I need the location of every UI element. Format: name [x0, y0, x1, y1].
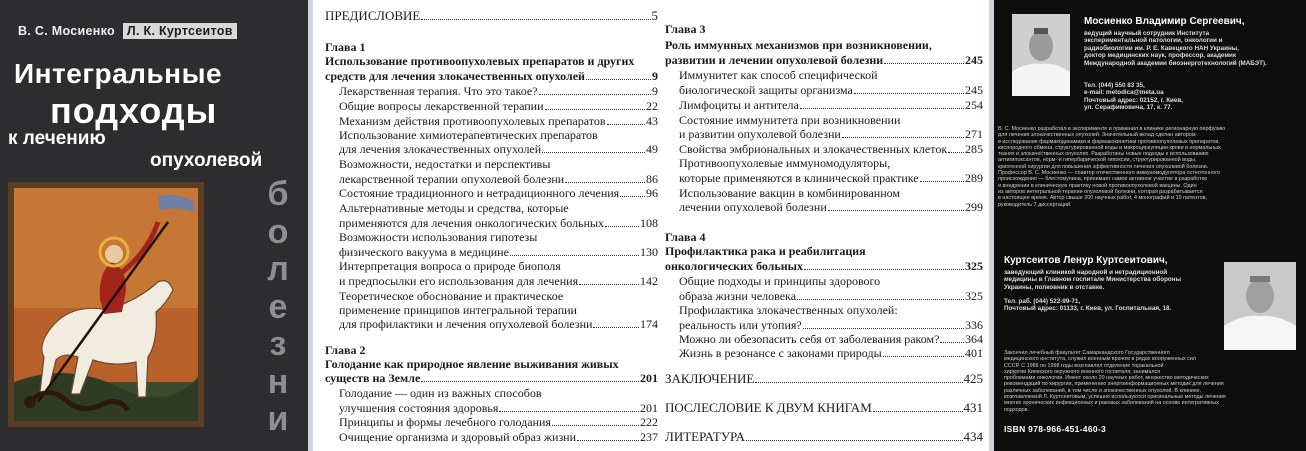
- contents-entry: [339, 317, 658, 331]
- dot-leader: [593, 317, 639, 328]
- contents-entry: [339, 201, 658, 215]
- contents-entry: [679, 274, 983, 288]
- contents-entry-label: Механизм действия противоопухолевых препаратов: [339, 114, 606, 128]
- text-line: медицинского института, служил военным врачом в рядах вооруженных сил: [1004, 356, 1197, 363]
- contents-entry: [339, 274, 658, 288]
- contents-entry-page: 299: [965, 200, 983, 214]
- contents-entry-page: 434: [963, 429, 983, 444]
- dot-leader: [499, 401, 639, 412]
- contents-entry-label: и предпосылки его использования для лечения: [339, 274, 579, 288]
- text-line: для лечения злокачественных опухолей. Значительный вклад сделан автором: [998, 132, 1196, 139]
- text-line: антигипоксантов, норм- и гипербарической гипоксии, структурированной воды,: [998, 157, 1197, 164]
- contents-entry-label: Профилактика злокачественных опухолей:: [679, 303, 898, 317]
- cover-vertical-word: [256, 176, 300, 439]
- dot-leader: [620, 186, 645, 197]
- contents-entry-label: Глава 2: [325, 343, 366, 357]
- contents-entry: [339, 386, 658, 400]
- contents-entry-page: 425: [963, 371, 983, 386]
- text-line: экспериментальной патологии, онкологии и: [1084, 37, 1223, 45]
- contents-entry: [339, 84, 658, 98]
- contents-entry: [339, 186, 658, 200]
- contents-entry: [679, 127, 983, 141]
- contents-entry: [339, 430, 658, 444]
- contents-entry: [665, 53, 983, 67]
- contents-entry: [339, 157, 658, 171]
- text-line: Украины, полковник в отставке.: [1004, 283, 1105, 291]
- contents-entry-label: физического вакуума в медицине: [339, 245, 509, 259]
- cover-title-line-4: опухолевой: [150, 150, 263, 171]
- text-line: многих хронических инфекционных и раковых заболеваний на основе интегративных: [1004, 400, 1219, 407]
- contents-entry: [339, 401, 658, 415]
- contents-entry-label: Глава 4: [665, 230, 706, 244]
- contents-entry-label: Использование химиотерапевтических препаратов: [339, 128, 598, 142]
- dot-leader: [746, 430, 963, 441]
- contents-entry-label: для профилактики и лечения опухолевой болезни: [339, 317, 593, 331]
- dot-leader: [797, 289, 964, 300]
- contents-entry-page: 108: [640, 216, 658, 230]
- contents-entry: [665, 259, 983, 273]
- back-author-2-name: Куртсеитов Ленур Куртсеитович,: [1004, 255, 1168, 266]
- contents-entry-page: 86: [646, 172, 658, 186]
- isbn: ISBN 978-966-451-460-3: [1004, 424, 1107, 434]
- text-line: проблемами онкологии. Имеет около 20 научных работ, множество методических: [1004, 375, 1209, 382]
- text-line: рекомендаций по хирургии, применению энергоинформационных методик для лечения: [1004, 381, 1224, 388]
- contents-entry-label: Лимфоциты и антитела: [679, 98, 799, 112]
- contents-entry: [325, 343, 658, 357]
- front-cover: [0, 0, 308, 451]
- contents-entry-label: Возможности, недостатки и перспективы: [339, 157, 551, 171]
- contents-entry-page: 254: [965, 98, 983, 112]
- contents-entry-label: и развитии опухолевой болезни: [679, 127, 841, 141]
- contents-entry-label: Возможности использования гипотезы: [339, 230, 538, 244]
- back-author-1-name: Мосиенко Владимир Сергеевич,: [1084, 16, 1245, 27]
- contents-entry-page: 245: [965, 53, 983, 67]
- contents-entry: [679, 171, 983, 185]
- contents-entry: [339, 142, 658, 156]
- contents-entry: [679, 346, 983, 360]
- contents-entry: [325, 371, 658, 385]
- vertical-letter: з: [269, 325, 287, 363]
- contents-entry: [339, 259, 658, 273]
- contents-entry-page: 49: [646, 142, 658, 156]
- text-line: подходов.: [1004, 406, 1029, 413]
- contents-entry-label: ЗАКЛЮЧЕНИЕ: [665, 371, 755, 386]
- saint-george-icon: [8, 182, 204, 427]
- dot-leader: [421, 9, 650, 20]
- text-line: доктор медицинских наук, профессор, академик: [1084, 52, 1237, 60]
- contents-entry-label: Принципы и формы лечебного голодания: [339, 415, 551, 429]
- text-line: хирургии Киевского окружного военного госпиталя, занимался: [1004, 368, 1161, 375]
- contents-entry-page: 289: [965, 171, 983, 185]
- contents-entry: [679, 332, 983, 346]
- contents-entry: [339, 216, 658, 230]
- dot-leader: [607, 114, 645, 125]
- vertical-letter: е: [268, 287, 288, 326]
- contents-entry-page: 245: [965, 83, 983, 97]
- contents-entry: [325, 69, 658, 83]
- contents-entry-page: 9: [652, 84, 658, 98]
- contents-entry: [665, 372, 983, 386]
- back-author-2-bio: [1004, 269, 1181, 291]
- contents-entry-page: 142: [640, 274, 658, 288]
- contents-entry-label: реальность или утопия?: [679, 318, 802, 332]
- dot-leader: [510, 245, 639, 256]
- contents-entry-label: Глава 3: [665, 22, 706, 36]
- contents-entry-label: Иммунитет как способ специфической: [679, 68, 878, 82]
- contents-entry-page: 201: [640, 401, 658, 415]
- text-line: различных заболеваний, в том числе и злокачественных опухолей. В клинике,: [1004, 387, 1201, 394]
- contents-entry-page: 325: [965, 259, 983, 273]
- contents-entry-label: применение принципов интегральной терапии: [339, 303, 577, 317]
- contents-entry: [339, 415, 658, 429]
- contents-entry-page: 364: [965, 332, 983, 346]
- text-line: тканях и злокачественных опухолях. Разработаны новые подходы к использованию: [998, 151, 1209, 158]
- contents-entry-label: Теоретическое обоснование и практическое: [339, 289, 564, 303]
- contents-entry: [339, 230, 658, 244]
- back-author-1-contacts: [1084, 82, 1183, 112]
- contents-entry: [665, 430, 983, 444]
- contents-entry: [339, 245, 658, 259]
- vertical-letter: и: [267, 400, 289, 438]
- contents-entry-label: ЛИТЕРАТУРА: [665, 429, 745, 444]
- cover-title-line-3: к лечению: [8, 128, 106, 149]
- text-line: кислородного обмена, структурированной воды и микроциркуляции крови в нормальных: [998, 144, 1221, 151]
- contents-entry: [339, 128, 658, 142]
- text-line: и внедрении в клиническую практику новой противоопухолевой вакцины. Один: [998, 182, 1197, 189]
- dot-leader: [577, 430, 639, 441]
- vertical-letter: б: [267, 175, 289, 213]
- text-line: из авторов интегральной терапии опухолевой болезни, которая разрабатывается: [998, 188, 1203, 195]
- contents-entry-page: 174: [640, 317, 658, 331]
- contents-entry-label: ПРЕДИСЛОВИЕ: [325, 8, 421, 23]
- back-author-2-contacts: [1004, 298, 1171, 313]
- vertical-letter: н: [267, 362, 289, 401]
- contents-entry-page: 9: [652, 69, 658, 83]
- text-line: руководитель 7 диссертаций.: [998, 201, 1072, 208]
- contents-entry-page: 22: [646, 99, 658, 113]
- text-line: ул. Серафимовича, 17, к. 77.: [1084, 104, 1173, 112]
- contents-entry-label: лечении опухолевой болезни: [679, 200, 827, 214]
- contents-entry-page: 431: [963, 400, 983, 415]
- contents-entry-label: применяются для лечения онкологических больных: [339, 216, 605, 230]
- vertical-letter: о: [267, 212, 289, 251]
- contents-entry: [665, 230, 983, 244]
- contents-entry: [665, 22, 983, 36]
- dot-leader: [873, 401, 963, 412]
- dot-leader: [542, 142, 645, 153]
- contents-entry-label: онкологических больных: [665, 259, 804, 273]
- contents-entry-label: Голодание как природное явление выживания живых: [325, 357, 619, 371]
- text-line: Тел. (044) 550 83 35,: [1084, 82, 1145, 89]
- contents-entry-page: 285: [965, 142, 983, 156]
- text-line: радиобиологии им. Р. Е. Кавецкого НАН Украины,: [1084, 44, 1239, 52]
- contents-entry-label: Лекарственная терапия. Что это такое?: [339, 84, 538, 98]
- contents-entry: [325, 9, 658, 23]
- contents-entry-label: для лечения злокачественных опухолей: [339, 142, 542, 156]
- dot-leader: [586, 69, 651, 80]
- dot-leader: [828, 200, 964, 211]
- dot-leader: [755, 372, 962, 383]
- contents-entry: [679, 156, 983, 170]
- text-line: медицины в Главном госпитале Министерства обороны: [1004, 276, 1181, 284]
- cover-title-line-2: подходы: [50, 90, 218, 131]
- cover-title-line-1: Интегральные: [14, 58, 223, 89]
- text-line: происхождения — блестомунина, принимает самое активное участие в разработке: [998, 176, 1208, 183]
- contents-entry: [679, 303, 983, 317]
- contents-entry-label: Общие подходы и принципы здорового: [679, 274, 881, 288]
- text-line: криогенной хирургии для повышения эффективности лечения опухолевой болезни.: [998, 163, 1209, 170]
- contents-entry-label: Альтернативные методы и средства, которые: [339, 201, 569, 215]
- dot-leader: [884, 53, 964, 64]
- contents-entry-label: Интерпретация вопроса о природе биополя: [339, 259, 561, 273]
- contents-entry-page: 222: [640, 415, 658, 429]
- dot-leader: [800, 98, 964, 109]
- contents-entry: [679, 318, 983, 332]
- cover-authors: [18, 24, 237, 38]
- text-line: в исследование фармакодинамики и фармакокинетики противоопухолевых препаратов,: [998, 138, 1220, 145]
- contents-entry-label: Профилактика рака и реабилитация: [665, 244, 866, 258]
- cover-author-2: Л. К. Куртсеитов: [123, 23, 237, 39]
- contents-entry: [339, 289, 658, 303]
- dot-leader: [552, 415, 639, 426]
- text-line: Профессор В. С. Мосиенко — соавтор отечественного иммуномодулятора остеотонного: [998, 170, 1220, 177]
- vertical-letter: л: [267, 250, 289, 288]
- contents-entry-label: Использование противоопухолевых препаратов и других: [325, 54, 635, 68]
- contents-entry-page: 43: [646, 114, 658, 128]
- text-line: В. С. Мосиенко разработал в эксперименте и применил в клинике регионарную перфузию: [998, 126, 1226, 132]
- contents-entry-label: развитии и лечении опухолевой болезни: [665, 53, 884, 67]
- contents-entry-label: Использование вакцин в комбинированном: [679, 186, 900, 200]
- dot-leader: [539, 84, 652, 95]
- contents-entry: [679, 142, 983, 156]
- back-author-1-bio: [1084, 30, 1267, 67]
- text-line: в настоящее время. Автор свыше 200 научных работ, 4 монографий и 10 патентов,: [998, 195, 1208, 202]
- dot-leader: [920, 171, 964, 182]
- text-line: Международной академии биоэнерготехнологий (МАБЭТ).: [1084, 59, 1267, 67]
- contents-entry-label: Общие вопросы лекарственной терапии: [339, 99, 544, 113]
- contents-entry: [325, 40, 658, 54]
- contents-entry-label: Роль иммунных механизмов при возникновении,: [665, 38, 932, 52]
- dot-leader: [948, 142, 964, 153]
- contents-entry-label: Противоопухолевые иммуномодуляторы,: [679, 156, 891, 170]
- contents-entry: [339, 303, 658, 317]
- text-line: СССР. С 1986 по 1998 годы возглавлял отделение торакальной: [1004, 362, 1164, 369]
- contents-entry: [679, 186, 983, 200]
- contents-entry: [325, 357, 658, 371]
- contents-entry: [679, 200, 983, 214]
- dot-leader: [605, 216, 639, 227]
- contents-entry-label: Очищение организма и здоровый образ жизни: [339, 430, 577, 444]
- contents-entry: [665, 38, 983, 52]
- contents-entry-label: Состояние традиционного и нетрадиционного лечения: [339, 186, 620, 200]
- contents-entry: [339, 172, 658, 186]
- author-photo-1: [1012, 14, 1070, 96]
- text-line: заведующий клиникой народной и нетрадиционной: [1004, 269, 1168, 276]
- contents-entry: [679, 68, 983, 82]
- contents-entry-label: Свойства эмбриональных и злокачественных клеток: [679, 142, 948, 156]
- contents-entry-label: Голодание — один из важных способов: [339, 386, 542, 400]
- contents-entry-label: Жизнь в резонансе с законами природы: [679, 346, 882, 360]
- author-photo-2: [1224, 262, 1296, 350]
- dot-leader: [940, 332, 964, 343]
- contents-entry-page: 237: [640, 430, 658, 444]
- contents-entry-label: биологической защиты организма: [679, 83, 853, 97]
- dot-leader: [883, 346, 964, 357]
- cover-author-1: В. С. Мосиенко: [18, 24, 115, 38]
- dot-leader: [854, 83, 964, 94]
- contents-entry: [325, 54, 658, 68]
- contents-page: [308, 0, 994, 451]
- back-cover: [994, 0, 1306, 451]
- contents-entry-page: 201: [640, 371, 658, 385]
- contents-entry-page: 325: [965, 289, 983, 303]
- contents-entry-label: улучшения состояния здоровья: [339, 401, 499, 415]
- contents-entry-page: 401: [965, 346, 983, 360]
- contents-entry: [679, 289, 983, 303]
- dot-leader: [565, 172, 645, 183]
- text-line: e-mail: metodica@meta.ua: [1084, 89, 1164, 97]
- contents-entry: [339, 114, 658, 128]
- contents-entry: [679, 98, 983, 112]
- dot-leader: [579, 274, 639, 285]
- dot-leader: [842, 127, 964, 138]
- back-author-2-paragraph: [1004, 350, 1226, 413]
- contents-entry: [665, 244, 983, 258]
- contents-entry-label: Состояние иммунитета при возникновении: [679, 113, 901, 127]
- text-line: Тел. раб. (044) 522-99-71,: [1004, 298, 1081, 305]
- dot-leader: [421, 371, 639, 382]
- text-line: Почтовый адрес: 01133, г. Киев, ул. Госпитальная, 18.: [1004, 305, 1172, 313]
- contents-entry-label: образа жизни человека: [679, 289, 797, 303]
- text-line: Почтовый адрес: 02152, г. Киев,: [1084, 96, 1184, 104]
- text-line: возглавляемой Л. Куртсеитовым, успешно используются оригинальные методы лечения: [1004, 394, 1226, 401]
- back-author-1-paragraph: [998, 126, 1225, 208]
- contents-entry: [665, 401, 983, 415]
- contents-entry-page: 336: [965, 318, 983, 332]
- contents-entry-label: Можно ли обезопасить себя от заболевания раком?: [679, 332, 940, 346]
- contents-entry-label: существ на Земле: [325, 371, 421, 385]
- text-line: ведущий научный сотрудник Института: [1084, 30, 1210, 37]
- contents-entry-page: 5: [651, 8, 658, 23]
- contents-entry: [339, 99, 658, 113]
- contents-entry-label: ПОСЛЕСЛОВИЕ К ДВУМ КНИГАМ: [665, 400, 872, 415]
- dot-leader: [804, 259, 964, 270]
- contents-entry-page: 271: [965, 127, 983, 141]
- contents-entry: [679, 83, 983, 97]
- contents-entry-label: которые применяются в клинической практике: [679, 171, 919, 185]
- dot-leader: [803, 318, 964, 329]
- contents-entry-page: 96: [646, 186, 658, 200]
- dot-leader: [545, 99, 645, 110]
- contents-entry-page: 130: [640, 245, 658, 259]
- text-line: Закончил лечебный факультет Самаркандского Государственного: [1004, 350, 1170, 356]
- contents-entry: [679, 113, 983, 127]
- contents-entry-label: средств для лечения злокачественных опухолей: [325, 69, 585, 83]
- contents-entry-label: лекарственной терапии опухолевой болезни: [339, 172, 565, 186]
- contents-entry-label: Глава 1: [325, 40, 366, 54]
